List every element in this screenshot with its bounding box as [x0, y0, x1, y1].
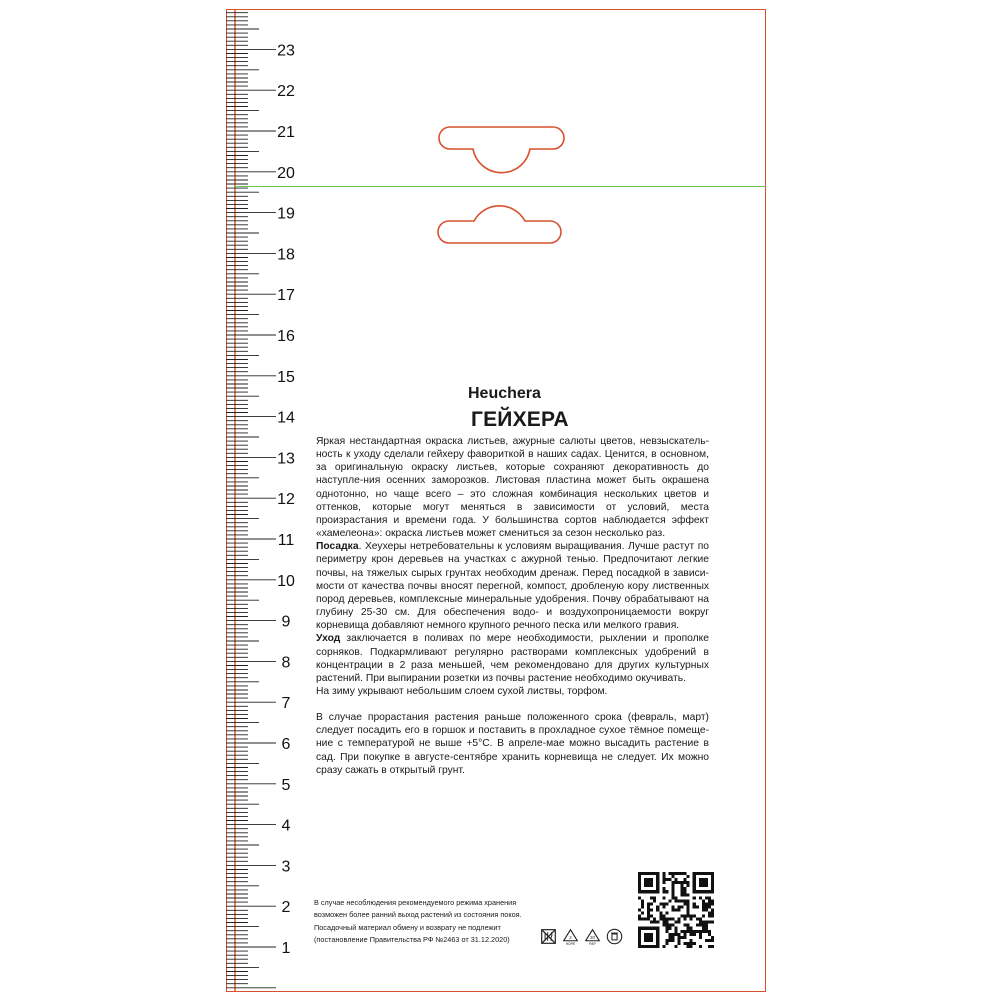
lower-hang-slot — [438, 206, 561, 243]
qr-module — [681, 893, 684, 896]
qr-module — [662, 915, 665, 918]
qr-module — [662, 878, 665, 881]
planting-text: . Хеухеры нетребовательны к условиям выращивания. Лучше растут по периметру крон деревьев на участках с ажурной тенью. Предпочитают легкие почвы, на тяжелых сырых грунтах необходим дренаж. Перед посадкой в зависи-мости от качества почвы вносят перегной, компост, дробленую кору лиственных пород деревьев, комплексные минеральные удобрения. Почву обрабатывают на глубину 25-30 см. Для обеспечения водо- и воздухопроницаемости вокруг корневища добавляют немного крупного речного песка или мелкого гравия. — [316, 541, 709, 632]
qr-module — [687, 908, 690, 911]
trash-bin-icon — [606, 928, 623, 945]
qr-module — [684, 887, 687, 890]
qr-module — [687, 942, 690, 945]
qr-module — [662, 945, 665, 948]
qr-module — [708, 945, 711, 948]
qr-module — [681, 936, 684, 939]
qr-module — [681, 887, 684, 890]
notice-line: В случае несоблюдения рекомендуемого режима хранения — [314, 898, 517, 907]
qr-module — [665, 927, 668, 930]
qr-module — [687, 905, 690, 908]
qr-module — [678, 933, 681, 936]
qr-module — [644, 933, 653, 942]
qr-module — [687, 875, 690, 878]
qr-module — [678, 905, 681, 908]
qr-module — [668, 939, 671, 942]
qr-module — [662, 924, 665, 927]
qr-module — [671, 872, 674, 875]
qr-module — [647, 908, 650, 911]
qr-module — [668, 872, 671, 875]
qr-module — [681, 890, 684, 893]
care-paragraph — [316, 632, 709, 685]
qr-module — [702, 908, 705, 911]
svg-text:20: 20 — [590, 935, 595, 941]
qr-module — [678, 942, 681, 945]
qr-module — [696, 918, 699, 921]
qr-module — [705, 924, 708, 927]
qr-module — [638, 872, 641, 893]
qr-module — [671, 933, 674, 936]
qr-module — [711, 945, 714, 948]
ruler-label: 11 — [277, 532, 295, 549]
qr-module — [647, 902, 650, 905]
qr-module — [678, 872, 681, 875]
qr-module — [684, 936, 687, 939]
qr-module — [674, 933, 677, 936]
qr-module — [644, 918, 647, 921]
qr-module — [690, 939, 693, 942]
qr-module — [702, 899, 705, 902]
storage-notice — [314, 897, 554, 946]
qr-module — [708, 933, 711, 936]
qr-module — [711, 936, 714, 939]
qr-module — [662, 902, 665, 905]
svg-text:PAP: PAP — [589, 942, 596, 945]
qr-module — [687, 881, 690, 884]
planting-heading: Посадка — [316, 541, 359, 553]
qr-module — [674, 878, 677, 881]
qr-module — [681, 930, 684, 933]
qr-module — [690, 933, 693, 936]
ruler-label: 17 — [277, 287, 295, 305]
qr-module — [678, 921, 681, 924]
qr-module — [711, 872, 714, 893]
ruler-label: 13 — [277, 450, 295, 468]
qr-module — [708, 899, 711, 902]
qr-module — [638, 915, 641, 918]
qr-module — [665, 924, 668, 927]
ruler-label: 18 — [277, 246, 295, 264]
qr-module — [687, 915, 690, 918]
qr-module — [665, 921, 668, 924]
qr-module — [650, 902, 653, 905]
qr-module — [662, 896, 665, 899]
qr-module — [684, 930, 687, 933]
qr-module — [693, 872, 696, 893]
qr-module — [659, 918, 662, 921]
qr-module — [687, 893, 690, 896]
qr-module — [708, 905, 711, 908]
qr-module — [705, 927, 708, 930]
qr-module — [641, 902, 644, 905]
qr-module — [684, 878, 687, 881]
ruler-label: 21 — [277, 124, 295, 141]
qr-module — [650, 896, 653, 899]
qr-module — [702, 905, 705, 908]
qr-module — [674, 908, 677, 911]
ruler-label: 19 — [277, 205, 295, 223]
qr-module — [668, 918, 671, 921]
ruler-label: 2 — [281, 899, 291, 917]
qr-module — [696, 930, 699, 933]
qr-module — [684, 881, 687, 884]
ruler-label: 12 — [277, 491, 295, 509]
qr-module — [638, 918, 641, 921]
description-text — [316, 435, 709, 777]
qr-module — [662, 872, 665, 875]
qr-module — [647, 905, 650, 908]
qr-module — [674, 896, 677, 899]
ruler-label: 4 — [281, 817, 291, 835]
ruler-label: 23 — [277, 42, 295, 60]
qr-module — [638, 896, 641, 899]
qr-module — [687, 924, 690, 927]
qr-module — [708, 896, 711, 899]
qr-module — [708, 921, 711, 924]
qr-module — [647, 912, 650, 915]
qr-module — [690, 942, 693, 945]
qr-module — [671, 896, 674, 899]
ruler-label: 20 — [277, 164, 295, 182]
qr-module — [702, 924, 705, 927]
qr-module — [653, 896, 656, 899]
qr-module — [674, 921, 677, 924]
ruler-label: 14 — [277, 409, 295, 427]
qr-module — [687, 884, 690, 887]
no-food-contact-icon — [540, 928, 557, 945]
ruler-label: 5 — [281, 776, 291, 794]
qr-module — [702, 930, 705, 933]
qr-module — [678, 899, 681, 902]
qr-code — [638, 872, 714, 948]
qr-module — [665, 878, 668, 881]
notice-line: Посадочный материал обмену и возврату не подлежит — [314, 922, 501, 932]
qr-module — [699, 933, 702, 936]
qr-module — [699, 896, 702, 899]
qr-module — [656, 905, 659, 908]
qr-module — [662, 905, 665, 908]
qr-module — [656, 927, 659, 948]
qr-module — [684, 915, 687, 918]
upper-hang-slot — [439, 127, 564, 173]
qr-module — [705, 930, 708, 933]
qr-module — [681, 872, 684, 875]
qr-module — [711, 902, 714, 905]
qr-module — [644, 878, 653, 887]
qr-module — [708, 902, 711, 905]
qr-module — [681, 884, 684, 887]
qr-module — [671, 918, 674, 921]
qr-module — [638, 945, 659, 948]
ruler-label: 6 — [281, 736, 291, 753]
fold-line — [234, 186, 766, 187]
qr-module — [702, 921, 705, 924]
qr-module — [650, 908, 653, 911]
latin-name: Heuchera — [468, 385, 541, 402]
qr-module — [708, 912, 711, 915]
qr-module — [696, 905, 699, 908]
qr-module — [687, 927, 690, 930]
qr-module — [684, 924, 687, 927]
qr-module — [684, 893, 687, 896]
packaging-icons — [540, 928, 623, 945]
qr-module — [653, 921, 656, 924]
qr-module — [687, 899, 690, 902]
qr-module — [693, 942, 696, 945]
qr-module — [681, 915, 684, 918]
qr-module — [665, 912, 668, 915]
qr-module — [702, 902, 705, 905]
qr-module — [699, 918, 702, 921]
qr-module — [650, 921, 653, 924]
sprouting-paragraph: В случае прорастания растения раньше положенного срока (февраль, март) следует посадить его в горшок и поставить в прохладное сухое тёмное помеще-ние с температурой не выше +5°С. В апреле-мае можно высадить растение в сад. При покупке в августе-сентябре хранить корневища не следует. Их можно сразу сажать в открытый грунт. — [316, 712, 709, 776]
qr-module — [662, 890, 665, 893]
qr-module — [705, 921, 708, 924]
qr-module — [638, 890, 659, 893]
qr-module — [690, 930, 693, 933]
qr-module — [674, 945, 677, 948]
qr-module — [671, 881, 674, 884]
ruler-label: 1 — [281, 940, 291, 957]
qr-module — [687, 930, 690, 933]
qr-module — [668, 927, 671, 930]
qr-module — [662, 875, 665, 878]
qr-module — [705, 902, 708, 905]
qr-module — [705, 905, 708, 908]
product-title: ГЕЙХЕРА — [471, 408, 569, 431]
qr-module — [693, 890, 714, 893]
qr-module — [668, 899, 671, 902]
qr-module — [665, 918, 668, 921]
qr-module — [641, 905, 644, 908]
qr-module — [684, 902, 687, 905]
qr-module — [653, 899, 656, 902]
ruler-label: 9 — [281, 613, 291, 631]
qr-module — [659, 912, 662, 915]
qr-module — [699, 924, 702, 927]
qr-module — [678, 939, 681, 942]
qr-module — [665, 942, 668, 945]
qr-module — [705, 896, 708, 899]
qr-module — [671, 875, 674, 878]
ruler-label: 22 — [277, 83, 295, 101]
qr-module — [671, 924, 674, 927]
qr-module — [671, 890, 674, 893]
qr-module — [671, 936, 674, 939]
qr-module — [659, 902, 662, 905]
qr-module — [708, 939, 711, 942]
qr-module — [702, 915, 705, 918]
qr-module — [638, 908, 641, 911]
qr-module — [684, 899, 687, 902]
qr-module — [684, 872, 687, 875]
qr-module — [708, 930, 711, 933]
qr-module — [690, 918, 693, 921]
qr-module — [656, 908, 659, 911]
qr-module — [647, 918, 650, 921]
qr-module — [656, 872, 659, 893]
qr-module — [681, 899, 684, 902]
qr-module — [708, 915, 711, 918]
qr-module — [711, 939, 714, 942]
qr-module — [656, 921, 659, 924]
qr-module — [671, 884, 674, 887]
qr-module — [668, 878, 671, 881]
qr-module — [668, 936, 671, 939]
qr-module — [693, 902, 696, 905]
ruler-label: 3 — [281, 858, 291, 876]
qr-module — [711, 899, 714, 902]
qr-module — [641, 899, 644, 902]
recycle-hdpe-icon — [562, 928, 579, 945]
qr-module — [684, 918, 687, 921]
qr-module — [638, 927, 641, 948]
qr-module — [699, 945, 702, 948]
qr-module — [662, 921, 665, 924]
qr-module — [678, 908, 681, 911]
qr-module — [699, 921, 702, 924]
qr-module — [671, 893, 674, 896]
ruler-label: 8 — [281, 654, 291, 672]
qr-module — [671, 905, 674, 908]
intro-paragraph: Яркая нестандартная окраска листьев, ажурные салюты цветов, невзыскатель-ность к уходу сделали гейхеру фавориткой в наших садах. Ценится, в основном, за оригинальную окраску листьев, которые сохраняют декоративность до наступле-ния осенних заморозков. Листовая пластина может быть окрашена однотонно, но чаще всего – это сложная комбинация нескольких цветов и оттенков, которые могут меняться в зависимости от условий, места произрастания и времени года. У большинства сортов наблюдается эффект «хамелеона»: окраска листьев может смениться за сезон несколько раз. — [316, 436, 709, 540]
qr-module — [671, 939, 674, 942]
qr-module — [665, 930, 668, 933]
qr-module — [653, 918, 656, 921]
qr-module — [684, 890, 687, 893]
svg-text:2: 2 — [569, 935, 572, 941]
qr-module — [668, 933, 671, 936]
ruler-label: 16 — [277, 328, 295, 345]
qr-module — [662, 887, 665, 890]
qr-module — [693, 872, 714, 875]
qr-module — [674, 899, 677, 902]
qr-module — [699, 930, 702, 933]
svg-text:HDPE: HDPE — [565, 942, 576, 945]
care-text: заключается в поливах по мере необходимости, рыхлении и прополке сорняков. Подкармливают регулярно растворами комплексных удобрений в концентрации в 2 раза меньшей, чем рекомендовано для других культурных растений. При выпирании розетки из почвы растение необходимо окучивать. — [316, 633, 709, 684]
qr-module — [711, 912, 714, 915]
ruler-label: 7 — [281, 695, 291, 713]
qr-module — [665, 890, 668, 893]
qr-module — [696, 924, 699, 927]
ruler-label: 15 — [277, 368, 295, 386]
qr-module — [693, 915, 696, 918]
qr-module — [699, 936, 702, 939]
qr-module — [702, 927, 705, 930]
notice-line: возможен более ранний выход растений из состояния покоя. — [314, 910, 522, 920]
qr-module — [705, 908, 708, 911]
qr-module — [687, 912, 690, 915]
qr-module — [641, 912, 644, 915]
recycle-pap-icon — [584, 928, 601, 945]
qr-module — [705, 939, 708, 942]
qr-module — [674, 930, 677, 933]
qr-module — [699, 878, 708, 887]
qr-module — [690, 927, 693, 930]
qr-module — [693, 933, 696, 936]
planting-paragraph — [316, 540, 709, 632]
qr-module — [671, 887, 674, 890]
qr-module — [650, 915, 653, 918]
qr-module — [641, 918, 644, 921]
qr-module — [659, 915, 662, 918]
qr-module — [681, 881, 684, 884]
qr-module — [662, 918, 665, 921]
qr-module — [711, 921, 714, 924]
qr-module — [678, 881, 681, 884]
qr-module — [681, 905, 684, 908]
notice-line: (постановление Правительства РФ №2463 от 31.12.2020) — [314, 934, 510, 944]
qr-module — [665, 939, 668, 942]
qr-module — [674, 927, 677, 930]
qr-module — [647, 915, 650, 918]
qr-module — [690, 915, 693, 918]
care-heading: Уход — [316, 633, 341, 645]
qr-module — [687, 945, 690, 948]
qr-module — [674, 881, 677, 884]
qr-module — [674, 872, 677, 875]
qr-module — [665, 902, 668, 905]
qr-module — [711, 908, 714, 911]
qr-module — [684, 942, 687, 945]
qr-module — [693, 930, 696, 933]
qr-module — [693, 905, 696, 908]
winter-paragraph: На зиму укрывают небольшим слоем сухой листвы, торфом. — [316, 685, 608, 697]
qr-module — [668, 924, 671, 927]
qr-module — [638, 872, 659, 875]
qr-module — [690, 945, 693, 948]
qr-module — [678, 918, 681, 921]
ruler-label: 10 — [277, 572, 295, 590]
qr-module — [684, 933, 687, 936]
qr-module — [687, 902, 690, 905]
qr-module — [678, 936, 681, 939]
qr-module — [671, 908, 674, 911]
qr-module — [693, 896, 696, 899]
qr-module — [711, 915, 714, 918]
qr-module — [662, 881, 665, 884]
qr-module — [638, 927, 659, 930]
